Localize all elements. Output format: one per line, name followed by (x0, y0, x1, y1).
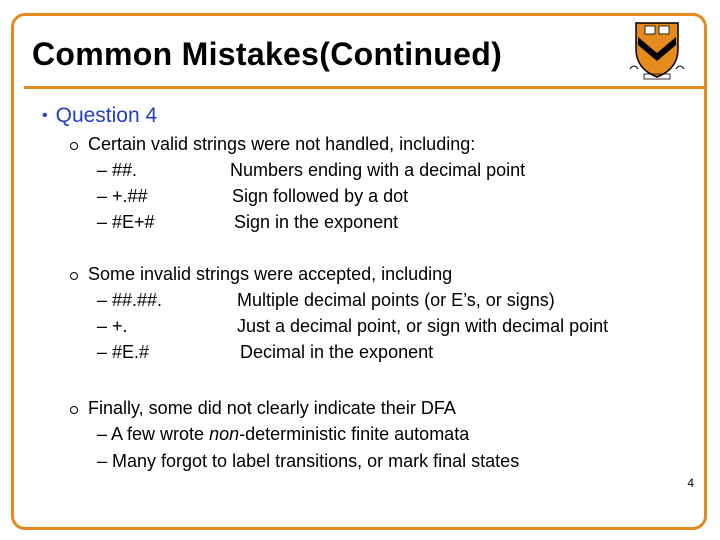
section-2-text: Some invalid strings were accepted, including (88, 264, 453, 284)
slide-title: Common Mistakes(Continued) (32, 36, 503, 72)
circle-bullet-icon (70, 142, 78, 150)
section-3-text: Finally, some did not clearly indicate their DFA (88, 398, 456, 418)
section-2-item-1-code: – ##.##. (97, 290, 163, 310)
question-label: Question 4 (55, 104, 158, 127)
question-heading (42, 104, 157, 128)
section-2-item-3-code: – #E.# (97, 342, 150, 362)
section-1-item-3-desc: Sign in the exponent (234, 212, 399, 232)
bullet-icon: • (42, 107, 48, 124)
princeton-shield-icon (628, 19, 686, 81)
section-3-item-1-prefix: – A few wrote (97, 424, 210, 444)
section-2-item-2-desc: Just a decimal point, or sign with decimal point (237, 316, 609, 336)
section-3-item-2: – Many forgot to label transitions, or mark final states (97, 451, 520, 471)
section-1-text: Certain valid strings were not handled, including: (88, 134, 476, 154)
section-1-item-1-desc: Numbers ending with a decimal point (230, 160, 526, 180)
circle-bullet-icon (70, 406, 78, 414)
section-2-item-3-desc: Decimal in the exponent (240, 342, 434, 362)
circle-bullet-icon (70, 272, 78, 280)
section-3-item-1 (97, 424, 469, 445)
section-1-item-3-code: – #E+# (97, 212, 155, 232)
section-3-item-1-emph: non (209, 424, 240, 444)
section-1-item-2-desc: Sign followed by a dot (232, 186, 409, 206)
section-1-item-2-code: – +.## (97, 186, 148, 206)
section-2-item-1-desc: Multiple decimal points (or E’s, or signs) (237, 290, 555, 310)
section-2-item-2-code: – +. (97, 316, 128, 336)
section-1-item-1-code: – ##. (97, 160, 138, 180)
page-number: 4 (687, 476, 694, 490)
section-3-item-1-suffix: -deterministic finite automata (239, 424, 470, 444)
title-underline (24, 86, 707, 89)
